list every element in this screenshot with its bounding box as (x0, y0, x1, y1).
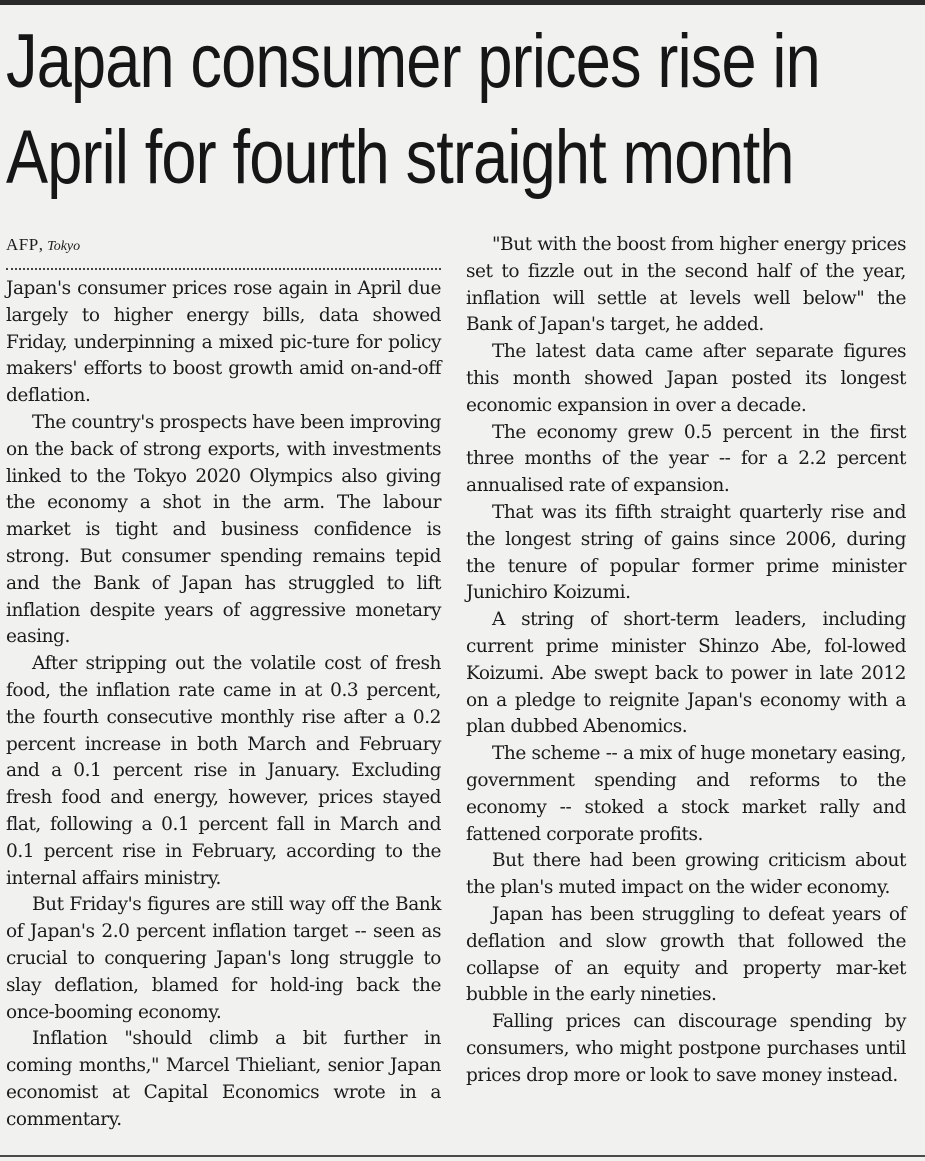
headline (6, 14, 820, 206)
paragraph: The economy grew 0.5 percent in the first three months of the year -- for a 2.2 percent annualised rate of expansion. (466, 421, 906, 497)
headline-line-2: April for fourth straight month (6, 115, 794, 200)
paragraph: The country's prospects have been improving on the back of strong exports, with investments linked to the Tokyo 2020 Olympics also giving the economy a shot in the arm. The labour market is tight and business confidence is strong. But consumer spending remains tepid and the Bank of Japan has struggled to lift inflation despite years of aggressive monetary easing. (6, 411, 441, 648)
paragraph: After stripping out the volatile cost of fresh food, the inflation rate came in at 0.3 percent, the fourth consecutive monthly rise after a 0.2 percent increase in both March and February and a 0.1 percent rise in January. Excluding fresh food and energy, however, prices stayed flat, following a 0.1 percent fall in March and 0.1 percent rise in February, according to the internal affairs ministry. (6, 653, 441, 889)
byline-agency: AFP (6, 235, 39, 254)
dotted-divider (6, 268, 441, 270)
top-rule (0, 0, 925, 5)
byline: AFP, Tokyo (6, 235, 81, 254)
bottom-rule (0, 1155, 925, 1157)
paragraph: The latest data came after separate figures this month showed Japan posted its longest economic expansion in over a decade. (466, 341, 906, 416)
byline-city: Tokyo (47, 239, 81, 254)
paragraph: Japan has been struggling to defeat years of deflation and slow growth that followed the collapse of an equity and property mar-ket bubble in the early nineties. (466, 903, 906, 1006)
headline-line-1: Japan consumer prices rise in (6, 19, 820, 104)
paragraph: Japan's consumer prices rose again in April due largely to higher energy bills, data showed Friday, underpinning a mixed pic-ture for policy makers' efforts to boost growth amid on-and-off deflation. (6, 278, 441, 407)
paragraph: A string of short-term leaders, including current prime minister Shinzo Abe, fol-lowed Koizumi. Abe swept back to power in late 2012 on a pledge to reignite Japan's economy with a plan dubbed Abenomics. (466, 609, 906, 738)
right-column (466, 232, 906, 1090)
paragraph: Falling prices can discourage spending by consumers, who might postpone purchases until prices drop more or look to save money instead. (466, 1011, 906, 1086)
paragraph: That was its fifth straight quarterly rise and the longest string of gains since 2006, during the tenure of popular former prime minister Junichiro Koizumi. (466, 501, 906, 604)
paragraph: The scheme -- a mix of huge monetary easing, government spending and reforms to the economy -- stoked a stock market rally and fattened corporate profits. (466, 743, 906, 845)
paragraph: But there had been growing criticism about the plan's muted impact on the wider economy. (466, 850, 906, 899)
paragraph: Inflation "should climb a bit further in coming months," Marcel Thieliant, senior Japan economist at Capital Economics wrote in a commentary. (6, 1028, 441, 1130)
paragraph: "But with the boost from higher energy prices set to fizzle out in the second half of the year, inflation will settle at levels well below" the Bank of Japan's target, he added. (466, 234, 906, 336)
paragraph: But Friday's figures are still way off the Bank of Japan's 2.0 percent inflation target -- seen as crucial to conquering Japan's long struggle to slay deflation, blamed for hold-ing back the once-booming economy. (6, 894, 441, 1023)
left-column (6, 232, 441, 1134)
